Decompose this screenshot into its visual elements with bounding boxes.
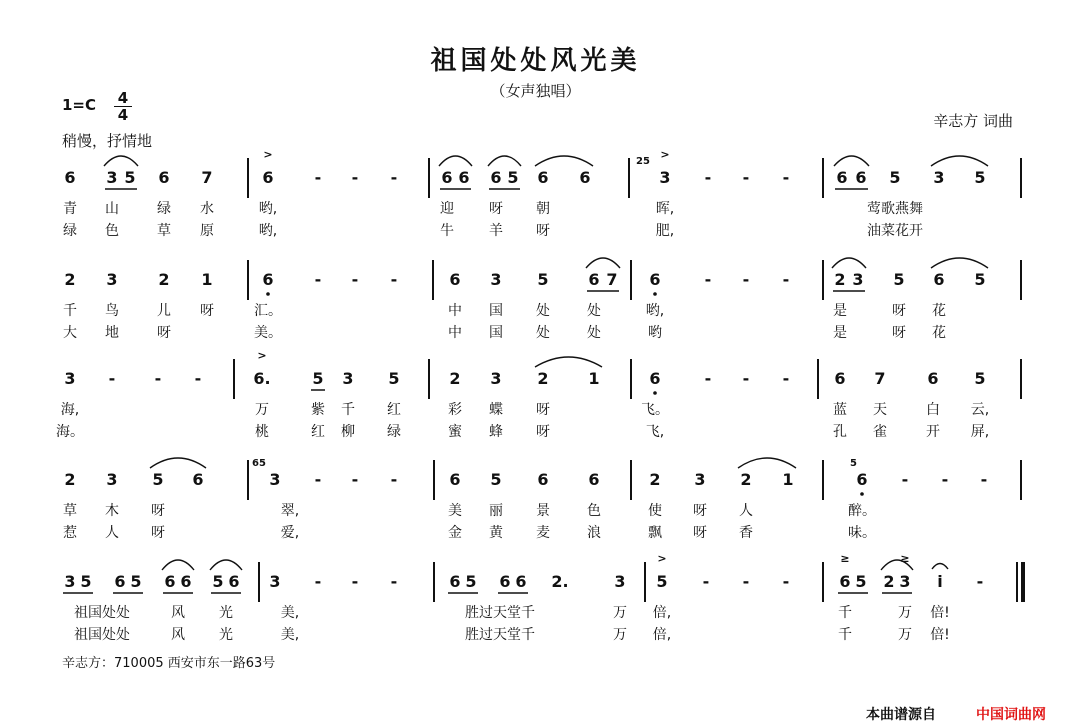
note: 6 — [164, 572, 176, 591]
barline — [644, 562, 646, 602]
note: 6 — [537, 168, 549, 187]
lyric: 倍! — [930, 605, 950, 621]
note: 2 — [834, 270, 846, 289]
dash: - — [351, 470, 359, 489]
note: 3 — [490, 369, 502, 388]
accent-mark: > — [263, 148, 273, 161]
note: 7 — [606, 270, 618, 289]
dash: - — [351, 270, 359, 289]
lyric: 景 — [536, 503, 550, 519]
lyric: 呀 — [157, 325, 171, 341]
note: 5 — [507, 168, 519, 187]
lyric: 万 — [613, 627, 627, 643]
lyric: 蓝 — [833, 402, 847, 418]
grace-note: 5 — [850, 458, 857, 469]
lyric: 千 — [341, 402, 355, 418]
dash: - — [194, 369, 202, 388]
key-signature: 1=C — [62, 96, 97, 114]
lyric: 天 — [873, 402, 887, 418]
lyric: 倍, — [652, 627, 672, 643]
lyric: 儿 — [157, 303, 171, 319]
slur — [104, 156, 138, 166]
lyric: 处 — [587, 325, 601, 341]
slur — [931, 258, 988, 268]
lyric: 地 — [105, 325, 119, 341]
fermata — [932, 564, 948, 570]
barline — [1021, 562, 1025, 602]
octave-dot — [860, 492, 864, 496]
lyric: 哟, — [645, 303, 665, 319]
barline — [1020, 158, 1022, 198]
dash: - — [314, 168, 322, 187]
dash: - — [390, 270, 398, 289]
slur — [738, 458, 796, 468]
barline — [247, 260, 249, 300]
dash: - — [704, 369, 712, 388]
lyric: 绿 — [387, 424, 401, 440]
lyric: 木 — [105, 503, 119, 519]
dash: - — [351, 168, 359, 187]
lyric: 人 — [105, 525, 119, 541]
dash: - — [782, 572, 790, 591]
note: 2. — [551, 572, 569, 591]
note: 6 — [228, 572, 240, 591]
lyric: 原 — [200, 223, 214, 239]
note: 6 — [114, 572, 126, 591]
lyric: 色 — [105, 223, 119, 239]
note: 5 — [388, 369, 400, 388]
note: 6 — [262, 270, 274, 289]
dash: - — [980, 470, 988, 489]
barline — [432, 260, 434, 300]
dash: - — [314, 572, 322, 591]
note: i — [937, 572, 943, 591]
accent-mark: ≥ — [900, 552, 910, 565]
note: 6 — [449, 470, 461, 489]
lyric: 风 — [171, 627, 185, 643]
note: 1 — [588, 369, 600, 388]
lyric: 光 — [219, 605, 233, 621]
note: 5 — [490, 470, 502, 489]
lyric: 飞, — [645, 424, 665, 440]
lyric: 祖国处处 — [74, 605, 130, 621]
lyric: 花 — [932, 303, 946, 319]
author-credit: 辛志方 词曲 — [933, 112, 1013, 130]
note: 3 — [933, 168, 945, 187]
lyric: 呀 — [892, 325, 906, 341]
lyric: 哟 — [648, 325, 662, 341]
octave-dot — [653, 292, 657, 296]
accent-mark: > — [657, 552, 667, 565]
barline — [428, 158, 430, 198]
lyric: 蜂 — [489, 424, 503, 440]
barline — [1020, 260, 1022, 300]
accent-mark: > — [257, 349, 267, 362]
lyric: 处 — [536, 303, 550, 319]
lyric: 是 — [833, 303, 847, 319]
dash: - — [782, 369, 790, 388]
note: 3 — [106, 470, 118, 489]
note: 2 — [649, 470, 661, 489]
lyric: 开 — [926, 424, 940, 440]
lyric: 蜜 — [448, 424, 462, 440]
lyric: 人 — [739, 503, 753, 519]
grace-note: 25 — [636, 156, 650, 167]
note: 5 — [656, 572, 668, 591]
lyric: 水 — [200, 201, 214, 217]
lyric: 倍! — [930, 627, 950, 643]
lyric: 绿 — [63, 223, 77, 239]
lyric: 鸟 — [105, 303, 119, 319]
lyric: 牛 — [440, 223, 454, 239]
slur — [834, 156, 869, 166]
slur — [150, 458, 206, 468]
lyric: 羊 — [489, 223, 503, 239]
note: 5 — [893, 270, 905, 289]
note: 6 — [180, 572, 192, 591]
dash: - — [390, 572, 398, 591]
slur — [931, 156, 988, 166]
dash: - — [742, 369, 750, 388]
lyric: 倍, — [652, 605, 672, 621]
grace-note: 65 — [252, 458, 266, 469]
watermark-site-name: 中国词曲网 — [976, 707, 1046, 723]
lyric: 山 — [105, 201, 119, 217]
note: 6 — [579, 168, 591, 187]
dash: - — [941, 470, 949, 489]
lyric: 油菜花开 — [867, 223, 923, 239]
lyric: 中 — [448, 303, 462, 319]
lyric: 花 — [932, 325, 946, 341]
note: 6 — [449, 572, 461, 591]
note: 6 — [537, 470, 549, 489]
lyric: 风 — [171, 605, 185, 621]
barline — [630, 260, 632, 300]
note: 2 — [740, 470, 752, 489]
lyric: 万 — [613, 605, 627, 621]
lyric: 色 — [587, 503, 601, 519]
note: 6 — [588, 470, 600, 489]
slur — [162, 560, 194, 570]
note: 3 — [490, 270, 502, 289]
note: 6 — [490, 168, 502, 187]
lyric: 莺歌燕舞 — [867, 201, 923, 217]
note: 5 — [889, 168, 901, 187]
barline — [1016, 562, 1018, 602]
note: 6 — [927, 369, 939, 388]
note: 3 — [106, 270, 118, 289]
dash: - — [782, 168, 790, 187]
note: 3 — [269, 470, 281, 489]
song-subtitle: （女声独唱） — [490, 82, 581, 100]
accent-mark: ≥ — [840, 552, 850, 565]
lyric: 麦 — [536, 525, 550, 541]
note: 3 — [269, 572, 281, 591]
dash: - — [314, 470, 322, 489]
lyric: 国 — [489, 325, 503, 341]
lyric: 飞。 — [641, 402, 669, 418]
lyric: 彩 — [448, 402, 462, 418]
lyric: 美。 — [254, 325, 282, 341]
note: 6. — [253, 369, 271, 388]
song-title: 祖国处处风光美 — [430, 46, 641, 76]
note: 3 — [899, 572, 911, 591]
barline — [247, 460, 249, 500]
note: 6 — [441, 168, 453, 187]
note: 2 — [449, 369, 461, 388]
note: 5 — [124, 168, 136, 187]
lyric: 国 — [489, 303, 503, 319]
lyric: 云, — [970, 402, 990, 418]
lyric: 万 — [255, 402, 269, 418]
lyric: 飘 — [648, 525, 662, 541]
lyric: 处 — [587, 303, 601, 319]
dash: - — [742, 270, 750, 289]
note: 5 — [974, 270, 986, 289]
lyric: 使 — [648, 503, 662, 519]
lyric: 白 — [926, 402, 940, 418]
lyric: 中 — [448, 325, 462, 341]
lyric: 爱, — [280, 525, 300, 541]
barline — [822, 260, 824, 300]
lyric: 绿 — [157, 201, 171, 217]
slur — [210, 560, 242, 570]
dash: - — [742, 168, 750, 187]
dash: - — [108, 369, 116, 388]
lyric: 丽 — [489, 503, 503, 519]
barline — [428, 359, 430, 399]
barline — [1020, 460, 1022, 500]
lyric: 海, — [60, 402, 80, 418]
lyric: 朝 — [536, 201, 550, 217]
note: 2 — [537, 369, 549, 388]
note: 6 — [64, 168, 76, 187]
barline — [233, 359, 235, 399]
note: 6 — [649, 270, 661, 289]
dash: - — [351, 572, 359, 591]
note: 5 — [465, 572, 477, 591]
barline — [433, 562, 435, 602]
lyric: 呀 — [489, 201, 503, 217]
dash: - — [390, 470, 398, 489]
lyric: 晖, — [655, 201, 675, 217]
lyric: 青 — [63, 201, 77, 217]
lyric: 大 — [63, 325, 77, 341]
lyric: 黄 — [489, 525, 503, 541]
note: 6 — [458, 168, 470, 187]
barline — [630, 359, 632, 399]
dash: - — [702, 572, 710, 591]
lyric: 孔 — [833, 424, 847, 440]
slur — [439, 156, 472, 166]
lyric: 雀 — [873, 424, 887, 440]
note: 5 — [80, 572, 92, 591]
lyric: 浪 — [587, 525, 601, 541]
barline — [258, 562, 260, 602]
lyric: 醉。 — [848, 503, 876, 519]
note: 2 — [158, 270, 170, 289]
dash: - — [901, 470, 909, 489]
note: 2 — [883, 572, 895, 591]
lyric: 紫 — [311, 402, 325, 418]
slur — [488, 156, 521, 166]
lyric: 万 — [898, 605, 912, 621]
lyric: 呀 — [693, 525, 707, 541]
note: 3 — [852, 270, 864, 289]
note: 6 — [262, 168, 274, 187]
lyric: 呀 — [536, 223, 550, 239]
lyric: 呀 — [693, 503, 707, 519]
note: 1 — [782, 470, 794, 489]
lyric: 千 — [838, 627, 852, 643]
lyric: 呀 — [892, 303, 906, 319]
lyric: 肥, — [655, 223, 675, 239]
note: 6 — [499, 572, 511, 591]
note: 6 — [856, 470, 868, 489]
lyric: 屏, — [970, 424, 990, 440]
lyric: 呀 — [536, 402, 550, 418]
lyric: 胜过天堂千 — [465, 605, 535, 621]
lyric: 惹 — [63, 525, 77, 541]
lyric: 草 — [157, 223, 171, 239]
barline — [630, 460, 632, 500]
lyric: 处 — [536, 325, 550, 341]
lyric: 红 — [311, 424, 325, 440]
note: 6 — [855, 168, 867, 187]
accent-mark: > — [660, 148, 670, 161]
tempo-marking: 稍慢，抒情地 — [62, 132, 153, 150]
octave-dot — [653, 391, 657, 395]
note: 6 — [449, 270, 461, 289]
note: 5 — [212, 572, 224, 591]
barline — [433, 460, 435, 500]
note: 3 — [106, 168, 118, 187]
dash: - — [976, 572, 984, 591]
lyric: 桃 — [255, 424, 269, 440]
dash: - — [782, 270, 790, 289]
dash: - — [154, 369, 162, 388]
dash: - — [742, 572, 750, 591]
note: 7 — [874, 369, 886, 388]
note: 7 — [201, 168, 213, 187]
time-signature — [112, 90, 134, 123]
lyric: 千 — [63, 303, 77, 319]
note: 3 — [659, 168, 671, 187]
lyric: 哟, — [258, 223, 278, 239]
note: 6 — [933, 270, 945, 289]
dash: - — [314, 270, 322, 289]
lyric: 汇。 — [254, 303, 282, 319]
lyric: 美, — [280, 627, 300, 643]
lyric: 美 — [448, 503, 462, 519]
lyric: 翠, — [280, 503, 300, 519]
lyric: 味。 — [848, 525, 876, 541]
lyric: 金 — [448, 525, 462, 541]
lyric: 柳 — [341, 424, 355, 440]
lyric: 光 — [219, 627, 233, 643]
note: 5 — [974, 369, 986, 388]
barline — [822, 158, 824, 198]
dash: - — [704, 270, 712, 289]
time-signature-top: 4 — [117, 89, 129, 107]
note: 3 — [342, 369, 354, 388]
lyric: 红 — [387, 402, 401, 418]
note: 3 — [64, 572, 76, 591]
time-signature-bottom: 4 — [117, 106, 129, 124]
lyric: 美, — [280, 605, 300, 621]
note: 6 — [515, 572, 527, 591]
barline — [822, 562, 824, 602]
note: 5 — [974, 168, 986, 187]
lyric: 蝶 — [489, 402, 503, 418]
lyric: 呀 — [536, 424, 550, 440]
lyric: 呀 — [151, 525, 165, 541]
octave-dot — [266, 292, 270, 296]
note: 5 — [130, 572, 142, 591]
note: 1 — [201, 270, 213, 289]
watermark-source-label: 本曲谱源自 — [866, 707, 936, 723]
lyric: 迎 — [440, 201, 454, 217]
lyric: 草 — [63, 503, 77, 519]
note: 3 — [64, 369, 76, 388]
note: 2 — [64, 470, 76, 489]
note: 6 — [836, 168, 848, 187]
lyric: 哟, — [258, 201, 278, 217]
note: 5 — [152, 470, 164, 489]
note: 2 — [64, 270, 76, 289]
barline — [822, 460, 824, 500]
lyric: 香 — [739, 525, 753, 541]
slur — [535, 156, 593, 166]
lyric: 是 — [833, 325, 847, 341]
note: 6 — [192, 470, 204, 489]
lyric: 万 — [898, 627, 912, 643]
lyric: 千 — [838, 605, 852, 621]
note: 3 — [614, 572, 626, 591]
lyric: 胜过天堂千 — [465, 627, 535, 643]
lyric: 呀 — [200, 303, 214, 319]
note: 3 — [694, 470, 706, 489]
lyric: 祖国处处 — [74, 627, 130, 643]
note: 6 — [834, 369, 846, 388]
note: 6 — [839, 572, 851, 591]
barline — [817, 359, 819, 399]
note: 5 — [855, 572, 867, 591]
note: 5 — [537, 270, 549, 289]
slur — [535, 357, 602, 367]
note: 6 — [649, 369, 661, 388]
barline — [247, 158, 249, 198]
dash: - — [704, 168, 712, 187]
note: 6 — [588, 270, 600, 289]
barline — [1020, 359, 1022, 399]
lyric: 海。 — [56, 424, 84, 440]
slur — [832, 258, 866, 268]
barline — [628, 158, 630, 198]
footer-address: 辛志方：710005 西安市东一路63号 — [62, 656, 276, 671]
note: 6 — [158, 168, 170, 187]
slur — [586, 258, 620, 268]
note: 5 — [312, 369, 324, 388]
lyric: 呀 — [151, 503, 165, 519]
dash: - — [390, 168, 398, 187]
